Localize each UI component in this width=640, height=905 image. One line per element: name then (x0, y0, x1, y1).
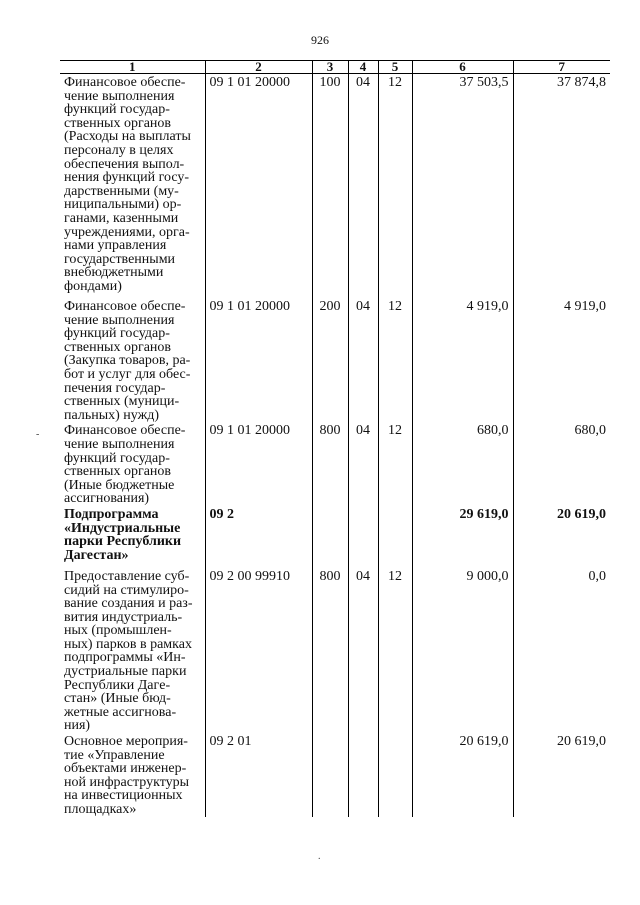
row-col-4: 04 (348, 568, 378, 733)
table-row (60, 733, 610, 817)
row-col-4: 04 (348, 422, 378, 506)
header-col-6: 6 (412, 61, 513, 74)
header-col-1: 1 (60, 61, 205, 74)
row-name: Предоставление суб- сидий на стимулиро- вание создания и раз- вития индустриаль- ных (промышлен- ных) парков в рамках подпрограммы «Ин- дустриальные парки Республики Дагe- стан» (Иные бюд- жетные ассигнова- ния) (64, 568, 193, 734)
row-col-7: 0,0 (513, 568, 610, 733)
row-code: 09 1 01 20000 (205, 298, 312, 422)
row-col-7: 4 919,0 (513, 298, 610, 422)
row-col-6: 29 619,0 (412, 506, 513, 568)
row-col-4 (348, 506, 378, 568)
row-name: Финансовое обеспе- чение выполнения функций государ- ственных органов (Иные бюджетные ассигнования) (64, 423, 186, 507)
table-row-subprogram (60, 506, 610, 568)
row-col-6: 4 919,0 (412, 298, 513, 422)
budget-table (60, 60, 610, 817)
header-col-3: 3 (312, 61, 348, 74)
row-name: Финансовое обеспе- чение выполнения функций государ- ственных органов (Закупка товаров, ра- бот и услуг для обес- печения государ- ственных (муници- пальных) нужд) (64, 299, 191, 423)
row-col-6: 20 619,0 (412, 733, 513, 817)
row-col-5: 12 (378, 568, 412, 733)
header-row (60, 61, 610, 74)
table-row (60, 298, 610, 422)
row-col-4: 04 (348, 74, 378, 299)
row-name: Финансовое обеспе- чение выполнения функций государ- ственных органов (Расходы на выплаты персоналу в целях обеспечения выпол- нения функций госу- дарственными (му- ниципальными) ор- ганами, казенными учреждениями, орга- нами управления государственными внебюджетными фондами) (64, 75, 191, 294)
row-col-5: 12 (378, 74, 412, 299)
row-col-5 (378, 733, 412, 817)
margin-mark: - (36, 429, 40, 440)
row-col-3 (312, 733, 348, 817)
row-col-7: 37 874,8 (513, 74, 610, 299)
row-col-3: 200 (312, 298, 348, 422)
margin-mark: . (318, 851, 321, 862)
table-row (60, 74, 610, 299)
row-col-3: 800 (312, 568, 348, 733)
header-col-4: 4 (348, 61, 378, 74)
header-col-2: 2 (205, 61, 312, 74)
row-code: 09 2 00 99910 (205, 568, 312, 733)
row-code: 09 2 (205, 506, 312, 568)
header-col-7: 7 (513, 61, 610, 74)
row-code: 09 1 01 20000 (205, 422, 312, 506)
row-col-7: 20 619,0 (513, 733, 610, 817)
row-col-5 (378, 506, 412, 568)
table-row (60, 568, 610, 733)
row-name: Подпрограмма «Индустриальные парки Республики Дагестан» (64, 506, 182, 563)
row-col-3: 100 (312, 74, 348, 299)
row-col-6: 680,0 (412, 422, 513, 506)
row-col-3 (312, 506, 348, 568)
row-col-7: 20 619,0 (513, 506, 610, 568)
table-body (60, 74, 610, 818)
header-col-5: 5 (378, 61, 412, 74)
row-col-4: 04 (348, 298, 378, 422)
row-code: 09 2 01 (205, 733, 312, 817)
row-col-6: 37 503,5 (412, 74, 513, 299)
row-col-5: 12 (378, 422, 412, 506)
row-col-4 (348, 733, 378, 817)
row-col-6: 9 000,0 (412, 568, 513, 733)
page-number: 926 (311, 33, 329, 47)
table-row (60, 422, 610, 506)
row-col-3: 800 (312, 422, 348, 506)
row-name: Основное мероприя- тие «Управление объектами инженер- ной инфраструктуры на инвестиционных площадках» (64, 734, 190, 817)
row-code: 09 1 01 20000 (205, 74, 312, 299)
row-col-5: 12 (378, 298, 412, 422)
row-col-7: 680,0 (513, 422, 610, 506)
